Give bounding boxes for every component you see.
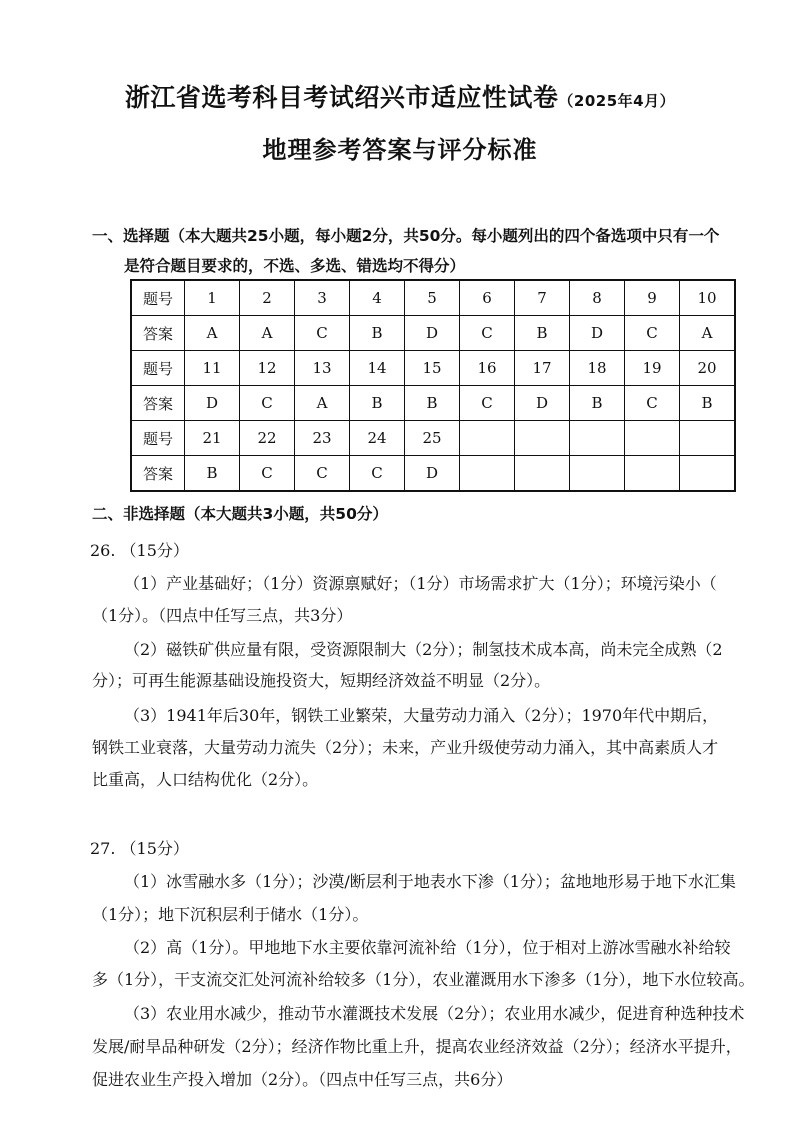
answer-cell: C (240, 386, 295, 421)
question-number-cell: 24 (350, 421, 405, 456)
answer-row (131, 456, 735, 492)
answer-cell: B (570, 386, 625, 421)
question-number-cell: 12 (240, 351, 295, 386)
question-number-cell: 3 (295, 280, 350, 316)
question-number-cell: 25 (405, 421, 460, 456)
question-number-cell: 7 (515, 280, 570, 316)
answer-cell: C (460, 386, 515, 421)
question-number-cell (680, 421, 736, 456)
answer-cell (515, 456, 570, 492)
answer-row (131, 386, 735, 421)
answer-cell: B (185, 456, 240, 492)
answer-cell: C (295, 316, 350, 351)
answer-cell: D (570, 316, 625, 351)
answer-cell: D (405, 456, 460, 492)
question-number-cell: 20 (680, 351, 736, 386)
question-number-cell (625, 421, 680, 456)
answer-cell: B (405, 386, 460, 421)
answer-cell: C (625, 386, 680, 421)
answer-cell (460, 456, 515, 492)
question-number-cell: 14 (350, 351, 405, 386)
answer-label: 答案 (131, 316, 185, 351)
answer-cell: D (185, 386, 240, 421)
q27-line: （2）高（1分）。甲地地下水主要依靠河流补给（1分），位于相对上游冰雪融水补给较 (124, 938, 731, 957)
question-number-cell: 2 (240, 280, 295, 316)
answer-cell (570, 456, 625, 492)
q27-line: （3）农业用水减少，推动节水灌溉技术发展（2分）；农业用水减少，促进育种选种技术 (124, 1004, 745, 1023)
answer-cell: D (515, 386, 570, 421)
q26-line: （3）1941年后30年，钢铁工业繁荣，大量劳动力涌入（2分）；1970年代中期后， (124, 706, 719, 725)
question-number-cell: 4 (350, 280, 405, 316)
answer-cell: A (680, 316, 736, 351)
question-number-label: 题号 (131, 351, 185, 386)
q26-line: 比重高，人口结构优化（2分）。 (92, 770, 319, 789)
question-number-cell: 10 (680, 280, 736, 316)
question-number-cell: 16 (460, 351, 515, 386)
answer-cell: A (295, 386, 350, 421)
q26-line: 钢铁工业衰落，大量劳动力流失（2分）；未来，产业升级使劳动力涌入，其中高素质人才 (92, 738, 719, 757)
question-number-cell: 5 (405, 280, 460, 316)
question-number-cell (460, 421, 515, 456)
answer-key-subtitle: 地理参考答案与评分标准 (262, 136, 538, 164)
q26-line: 分）；可再生能源基础设施投资大，短期经济效益不明显（2分）。 (92, 671, 551, 690)
question-number-cell: 19 (625, 351, 680, 386)
q27-line: （1）冰雪融水多（1分）；沙漠/断层利于地表水下渗（1分）；盆地地形易于地下水汇集 (124, 872, 736, 891)
exam-date: （2025年4月） (558, 92, 676, 110)
question-number-cell: 15 (405, 351, 460, 386)
question-row (131, 280, 735, 316)
question-number-label: 题号 (131, 280, 185, 316)
q27-title: 27. （15分） (90, 839, 189, 858)
question-number-cell (570, 421, 625, 456)
section1-heading-line2: 是符合题目要求的，不选、多选、错选均不得分） (124, 257, 466, 275)
answer-label: 答案 (131, 386, 185, 421)
question-row (131, 351, 735, 386)
q26-line: （1）产业基础好；（1分）资源禀赋好；（1分）市场需求扩大（1分）；环境污染小（ (124, 574, 717, 593)
answer-cell: B (680, 386, 736, 421)
question-number-cell: 8 (570, 280, 625, 316)
answer-cell (680, 456, 736, 492)
question-row (131, 421, 735, 456)
answer-cell: A (185, 316, 240, 351)
q26-line: （1分）。（四点中任写三点，共3分） (92, 606, 353, 625)
question-number-cell: 9 (625, 280, 680, 316)
question-number-cell: 23 (295, 421, 350, 456)
answer-cell: A (240, 316, 295, 351)
answer-cell: B (350, 386, 405, 421)
section1-heading-line1: 一、选择题（本大题共25小题，每小题2分，共50分。每小题列出的四个备选项中只有一个 (92, 227, 720, 245)
question-number-cell: 1 (185, 280, 240, 316)
section2-heading: 二、非选择题（本大题共3小题，共50分） (92, 505, 388, 523)
question-number-label: 题号 (131, 421, 185, 456)
answer-cell: C (240, 456, 295, 492)
answer-row (131, 316, 735, 351)
answer-cell (625, 456, 680, 492)
q26-title: 26. （15分） (90, 541, 189, 560)
question-number-cell: 11 (185, 351, 240, 386)
question-number-cell: 22 (240, 421, 295, 456)
question-number-cell: 17 (515, 351, 570, 386)
answer-cell: B (515, 316, 570, 351)
answer-cell: D (405, 316, 460, 351)
q27-line: 促进农业生产投入增加（2分）。（四点中任写三点，共6分） (92, 1070, 513, 1089)
q26-line: （2）磁铁矿供应量有限，受资源限制大（2分）；制氢技术成本高，尚未完全成熟（2 (124, 640, 723, 659)
answer-cell: C (460, 316, 515, 351)
answer-table (130, 279, 736, 492)
q27-line: 多（1分），干支流交汇处河流补给较多（1分），农业灌溉用水下渗多（1分），地下水位较高。 (92, 970, 755, 989)
question-number-cell (515, 421, 570, 456)
answer-cell: B (350, 316, 405, 351)
question-number-cell: 6 (460, 280, 515, 316)
question-number-cell: 18 (570, 351, 625, 386)
answer-cell: C (625, 316, 680, 351)
question-number-cell: 13 (295, 351, 350, 386)
question-number-cell: 21 (185, 421, 240, 456)
exam-title (0, 78, 800, 114)
answer-cell: C (295, 456, 350, 492)
exam-title-text: 浙江省选考科目考试绍兴市适应性试卷 (124, 83, 559, 112)
q27-line: （1分）；地下沉积层利于储水（1分）。 (92, 905, 369, 924)
answer-cell: C (350, 456, 405, 492)
q27-line: 发展/耐旱品种研发（2分）；经济作物比重上升，提高农业经济效益（2分）；经济水平提升， (92, 1037, 742, 1056)
answer-label: 答案 (131, 456, 185, 492)
